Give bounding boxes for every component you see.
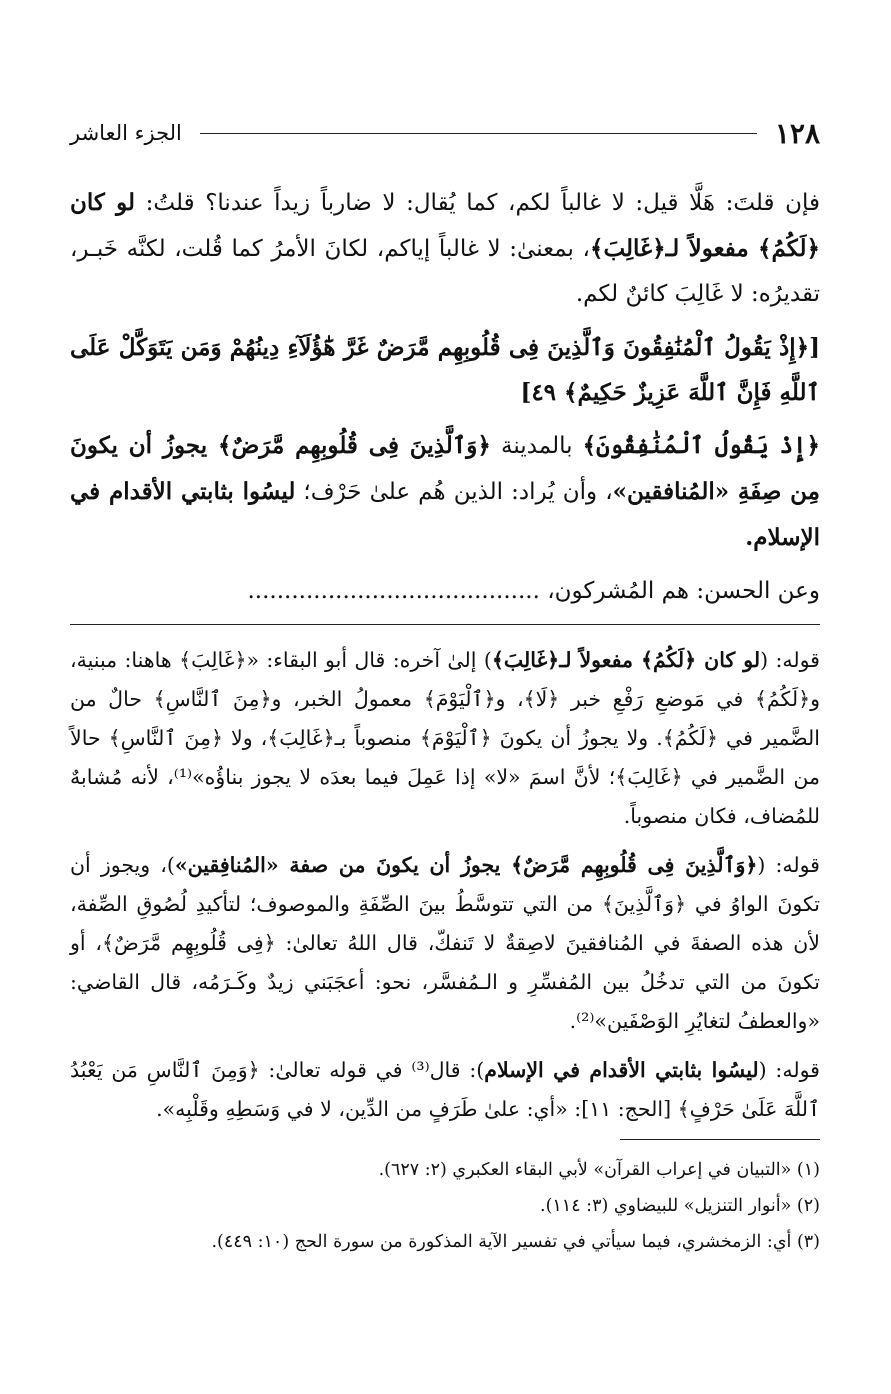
page-header (70, 108, 820, 158)
main-text (70, 180, 820, 614)
main-paragraph-1-answer-bold: لو كان ﴿لَكُمُ﴾ مفعولاً لـ﴿غَالِبَ﴾ (70, 189, 820, 262)
running-title: الجزء العاشر (70, 121, 182, 145)
commentary-section (70, 641, 820, 1129)
commentary-paragraph-3 (70, 1051, 820, 1129)
commentary-paragraph-2 (70, 846, 820, 1041)
main-paragraph-3 (70, 569, 820, 614)
quran-verse: [﴿إِذْ يَقُولُ ٱلْمُنَٰفِقُونَ وَٱلَّذِينَ فِى قُلُوبِهِم مَّرَضٌ غَرَّ هَٰٓؤُلَآءِ دِينُهُمْ وَمَن يَتَوَكَّلْ عَلَى ٱللَّهِ فَإِنَّ ٱللَّهَ عَزِيزٌ حَكِيمٌ﴾ ٤٩] (70, 334, 820, 406)
header-rule (200, 133, 757, 134)
footnote-2: (٢) «أنوار التنزيل» للبيضاوي (٣: ١١٤). (540, 1196, 820, 1216)
page-number: ١٢٨ (774, 116, 820, 150)
commentary-1-body: ) إلىٰ آخره: قال أبو البقاء: «﴿غَالِبَ﴾ هاهنا: مبنية، و﴿لَكُمُ﴾ في مَوضعِ رَفْعِ خبر ﴿لَا﴾، و﴿ٱلْيَوْمَ﴾ معمولُ الخبر، و﴿مِنَ ٱلنَّاسِ﴾ حالٌ من الضَّمير في ﴿لَكُمُ﴾. ولا يجوزُ أن يكونَ ﴿ٱلْيَوْمَ﴾ منصوباً بـ﴿غَالِبَ﴾، ولا ﴿مِنَ ٱلنَّاسِ﴾ حالاً من الضَّمير في ﴿غَالِبَ﴾؛ لأنَّ اسمَ «لا» إذا عَمِلَ فيما بعدَه لا يجوز بناؤُه»⁽¹⁾، لأنه مُشابهٌ للمُضاف، فكان منصوباً. (70, 648, 820, 828)
main-paragraph-2-bold: ﴿وَٱلَّذِينَ فِى قُلُوبِهِم مَّرَضٌ﴾ يجوزُ أن يكونَ مِن صِفَةِ «المُنافقين» (70, 432, 820, 505)
commentary-3-lead: قوله: ( (758, 1058, 820, 1082)
commentary-1-lead: قوله: ( (760, 648, 820, 672)
main-paragraph-2-text: ، وأن يُراد: الذين هُم علىٰ حَرْف؛ (295, 479, 613, 505)
main-paragraph-2 (70, 423, 820, 561)
commentary-3-quote: ليسُوا بثابتي الأقدام في الإسلام (484, 1058, 759, 1082)
footnote-3: (٣) أي: الزمخشري، فيما سيأتي في تفسير الآية المذكورة من سورة الحج (١٠: ٤٤٩). (211, 1232, 820, 1252)
commentary-2-body: )، ويجوز أن تكونَ الواوُ في ﴿وَٱلَّذِينَ﴾ من التي تتوسَّطُ بينَ الصِّفَةِ والموصوف؛ لتأكيدِ لُصُوقِ الصِّفة، لأن هذه الصفةَ في المُنافقينَ لاصِقةٌ لا تَنفكّ، قال اللهُ تعالىٰ: ﴿فِى قُلُوبِهِم مَّرَضٌ﴾، أو تكونَ من التي تدخُلُ بين المُفسِّرِ و الـمُفسَّر، نحو: أعجَبَني زيدٌ وكَـرَمُه، قال القاضي: «والعطفُ لتغايُرِ الوَصْفَين»⁽²⁾. (70, 853, 820, 1033)
main-paragraph-2-madina: بالمدينة (490, 433, 583, 459)
main-paragraph-1-question: فإن قلتَ: هَلَّا قيل: لا غالباً لكم، كما يُقال: لا ضارباً زيداً عندنا؟ قلتُ: (145, 190, 820, 216)
commentary-1-quote: لو كان ﴿لَكُمُ﴾ مفعولاً لـ﴿غَالِبَ﴾ (491, 648, 761, 672)
main-paragraph-1-rest: ، بمعنىٰ: لا غالباً إياكم، لكانَ الأمرُ كما قُلت، لكنَّه خَبـر، تقديرُه: لا غَالِبَ كائنٌ لكم. (70, 236, 820, 307)
commentary-paragraph-1 (70, 641, 820, 836)
ellipsis-dots: ........................................ (247, 578, 540, 604)
main-paragraph-1 (70, 180, 820, 317)
commentary-3-body: ): قال⁽³⁾ في قوله تعالىٰ: ﴿وَمِنَ ٱلنَّاسِ مَن يَعْبُدُ ٱللَّهَ عَلَىٰ حَرْفٍ﴾ [الحج: ١١]: «أي: علىٰ طَرَفٍ من الدِّين، لا في وَسَطِهِ وقَلْبِه». (70, 1058, 820, 1121)
main-paragraph-3-text: وعن الحسن: هم المُشركون، (539, 578, 820, 604)
book-page (70, 108, 820, 1260)
main-paragraph-2-bold-end: ليسُوا بثابتي الأقدام في الإسلام. (70, 478, 820, 551)
footnote-1: (١) «التبيان في إعراب القرآن» لأبي البقاء العكبري (٢: ٦٢٧). (378, 1160, 820, 1180)
section-divider (70, 624, 820, 625)
main-paragraph-2-verse: ﴿إِذْ يَقُولُ ٱلْمُنَٰفِقُونَ﴾ (582, 432, 820, 459)
commentary-2-quote: ﴿وَٱلَّذِينَ فِى قُلُوبِهِم مَّرَضٌ﴾ يجوزُ أن يكونَ من صفة «المُنافِقين» (174, 853, 758, 877)
commentary-2-lead: قوله: ( (757, 853, 820, 877)
footnote-divider (620, 1139, 820, 1140)
footnotes (70, 1152, 820, 1260)
